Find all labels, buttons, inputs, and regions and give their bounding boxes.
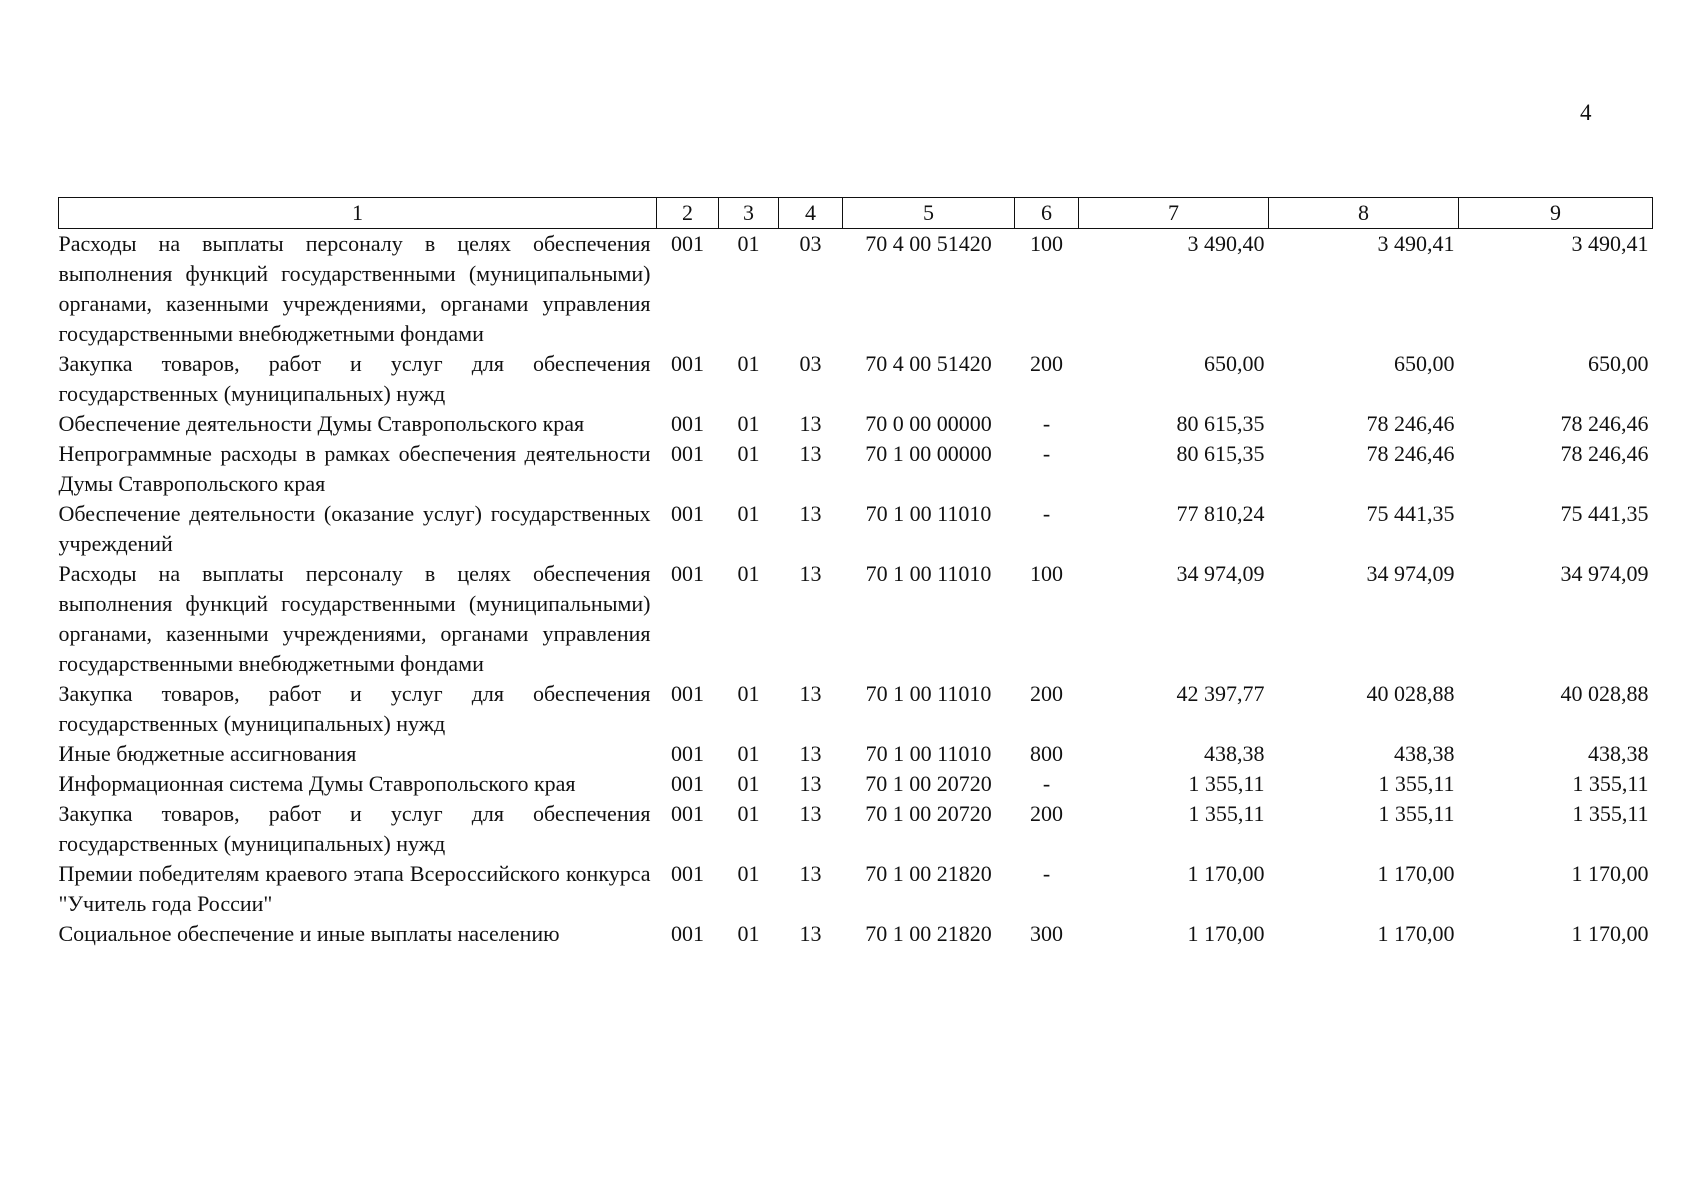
ministry-code-cell: 001 xyxy=(671,861,704,886)
amount-col8-cell: 650,00 xyxy=(1394,351,1455,376)
expense-type-cell: 800 xyxy=(1030,741,1063,766)
amount-col9-cell: 40 028,88 xyxy=(1560,681,1649,706)
expense-name-cell: Информационная система Думы Ставропольского края xyxy=(58,771,576,796)
subsection-code-cell: 13 xyxy=(799,411,822,436)
target-article-cell: 70 1 00 11010 xyxy=(865,741,992,766)
expense-type-cell: - xyxy=(1042,411,1051,436)
ministry-code-cell: 001 xyxy=(671,681,704,706)
target-article-cell: 70 1 00 21820 xyxy=(865,921,992,946)
subsection-code-cell: 13 xyxy=(799,921,822,946)
column-header-3: 3 xyxy=(719,198,779,229)
section-code-cell: 01 xyxy=(737,231,760,256)
section-code-cell: 01 xyxy=(737,441,760,466)
target-article-cell: 70 4 00 51420 xyxy=(865,351,992,376)
table-row xyxy=(59,409,1653,439)
table-row xyxy=(59,439,1653,499)
amount-col9-cell: 78 246,46 xyxy=(1560,411,1649,436)
expense-name-cell: Закупка товаров, работ и услуг для обеспечения государственных (муниципальных) нужд xyxy=(58,351,651,406)
expense-name-cell: Премии победителям краевого этапа Всероссийского конкурса "Учитель года России" xyxy=(58,861,651,916)
section-code-cell: 01 xyxy=(737,411,760,436)
target-article-cell: 70 1 00 00000 xyxy=(865,441,992,466)
expense-type-cell: - xyxy=(1042,861,1051,886)
table-row xyxy=(59,229,1653,350)
subsection-code-cell: 13 xyxy=(799,561,822,586)
ministry-code-cell: 001 xyxy=(671,741,704,766)
amount-col9-cell: 1 355,11 xyxy=(1572,801,1649,826)
column-header-2: 2 xyxy=(657,198,719,229)
amount-col9-cell: 78 246,46 xyxy=(1560,441,1649,466)
expense-type-cell: 300 xyxy=(1030,921,1063,946)
section-code-cell: 01 xyxy=(737,501,760,526)
section-code-cell: 01 xyxy=(737,771,760,796)
amount-col7-cell: 80 615,35 xyxy=(1176,411,1265,436)
amount-col7-cell: 1 355,11 xyxy=(1188,801,1265,826)
expense-type-cell: 200 xyxy=(1030,351,1063,376)
expense-name-cell: Обеспечение деятельности (оказание услуг) государственных учреждений xyxy=(58,501,651,556)
table-row xyxy=(59,919,1653,949)
amount-col9-cell: 75 441,35 xyxy=(1560,501,1649,526)
expense-type-cell: - xyxy=(1042,771,1051,796)
amount-col9-cell: 3 490,41 xyxy=(1571,231,1649,256)
expense-type-cell: 200 xyxy=(1030,801,1063,826)
amount-col9-cell: 34 974,09 xyxy=(1560,561,1649,586)
ministry-code-cell: 001 xyxy=(671,231,704,256)
page-number: 4 xyxy=(1580,100,1592,125)
amount-col9-cell: 438,38 xyxy=(1588,741,1649,766)
table-body xyxy=(59,229,1653,950)
amount-col8-cell: 1 355,11 xyxy=(1378,771,1455,796)
subsection-code-cell: 13 xyxy=(799,681,822,706)
table-header-row xyxy=(59,198,1653,229)
expense-type-cell: 100 xyxy=(1030,231,1063,256)
amount-col9-cell: 1 355,11 xyxy=(1572,771,1649,796)
amount-col8-cell: 3 490,41 xyxy=(1377,231,1455,256)
ministry-code-cell: 001 xyxy=(671,921,704,946)
section-code-cell: 01 xyxy=(737,561,760,586)
amount-col7-cell: 1 170,00 xyxy=(1187,921,1265,946)
section-code-cell: 01 xyxy=(737,801,760,826)
target-article-cell: 70 1 00 11010 xyxy=(865,501,992,526)
amount-col7-cell: 1 170,00 xyxy=(1187,861,1265,886)
ministry-code-cell: 001 xyxy=(671,501,704,526)
table-row xyxy=(59,679,1653,739)
amount-col8-cell: 78 246,46 xyxy=(1366,441,1455,466)
amount-col8-cell: 438,38 xyxy=(1394,741,1455,766)
ministry-code-cell: 001 xyxy=(671,801,704,826)
expense-name-cell: Расходы на выплаты персоналу в целях обеспечения выполнения функций государственными (муниципальными) органами, казенными учреждениями, органами управления государственными внебюджетными фондами xyxy=(58,231,651,346)
column-header-5: 5 xyxy=(843,198,1015,229)
subsection-code-cell: 03 xyxy=(799,351,822,376)
amount-col8-cell: 1 170,00 xyxy=(1377,921,1455,946)
subsection-code-cell: 13 xyxy=(799,861,822,886)
amount-col7-cell: 77 810,24 xyxy=(1176,501,1265,526)
subsection-code-cell: 13 xyxy=(799,801,822,826)
section-code-cell: 01 xyxy=(737,351,760,376)
ministry-code-cell: 001 xyxy=(671,561,704,586)
amount-col8-cell: 75 441,35 xyxy=(1366,501,1455,526)
expense-name-cell: Расходы на выплаты персоналу в целях обеспечения выполнения функций государственными (муниципальными) органами, казенными учреждениями, органами управления государственными внебюджетными фондами xyxy=(58,561,651,676)
target-article-cell: 70 0 00 00000 xyxy=(865,411,992,436)
amount-col7-cell: 438,38 xyxy=(1204,741,1265,766)
amount-col7-cell: 80 615,35 xyxy=(1176,441,1265,466)
column-header-9: 9 xyxy=(1459,198,1653,229)
amount-col8-cell: 78 246,46 xyxy=(1366,411,1455,436)
amount-col8-cell: 40 028,88 xyxy=(1366,681,1455,706)
column-header-1: 1 xyxy=(59,198,657,229)
amount-col8-cell: 1 355,11 xyxy=(1378,801,1455,826)
expense-name-cell: Непрограммные расходы в рамках обеспечения деятельности Думы Ставропольского края xyxy=(58,441,651,496)
amount-col7-cell: 3 490,40 xyxy=(1187,231,1265,256)
ministry-code-cell: 001 xyxy=(671,411,704,436)
amount-col7-cell: 34 974,09 xyxy=(1176,561,1265,586)
expense-type-cell: 100 xyxy=(1030,561,1063,586)
table-row xyxy=(59,499,1653,559)
target-article-cell: 70 1 00 21820 xyxy=(865,861,992,886)
column-header-7: 7 xyxy=(1079,198,1269,229)
subsection-code-cell: 13 xyxy=(799,501,822,526)
subsection-code-cell: 13 xyxy=(799,441,822,466)
table-row xyxy=(59,769,1653,799)
subsection-code-cell: 03 xyxy=(799,231,822,256)
ministry-code-cell: 001 xyxy=(671,351,704,376)
section-code-cell: 01 xyxy=(737,681,760,706)
table-row xyxy=(59,859,1653,919)
target-article-cell: 70 1 00 11010 xyxy=(865,561,992,586)
amount-col9-cell: 1 170,00 xyxy=(1571,921,1649,946)
budget-table xyxy=(58,197,1653,949)
expense-name-cell: Обеспечение деятельности Думы Ставропольского края xyxy=(58,411,585,436)
subsection-code-cell: 13 xyxy=(799,771,822,796)
expense-type-cell: - xyxy=(1042,501,1051,526)
table-row xyxy=(59,349,1653,409)
subsection-code-cell: 13 xyxy=(799,741,822,766)
amount-col7-cell: 650,00 xyxy=(1204,351,1265,376)
expense-name-cell: Иные бюджетные ассигнования xyxy=(58,741,357,766)
expense-type-cell: - xyxy=(1042,441,1051,466)
section-code-cell: 01 xyxy=(737,921,760,946)
table-row xyxy=(59,739,1653,769)
target-article-cell: 70 1 00 20720 xyxy=(865,801,992,826)
expense-name-cell: Социальное обеспечение и иные выплаты населению xyxy=(58,921,560,946)
amount-col9-cell: 1 170,00 xyxy=(1571,861,1649,886)
target-article-cell: 70 4 00 51420 xyxy=(865,231,992,256)
amount-col8-cell: 34 974,09 xyxy=(1366,561,1455,586)
expense-name-cell: Закупка товаров, работ и услуг для обеспечения государственных (муниципальных) нужд xyxy=(58,801,651,856)
column-header-8: 8 xyxy=(1269,198,1459,229)
ministry-code-cell: 001 xyxy=(671,771,704,796)
column-header-6: 6 xyxy=(1015,198,1079,229)
target-article-cell: 70 1 00 20720 xyxy=(865,771,992,796)
amount-col8-cell: 1 170,00 xyxy=(1377,861,1455,886)
table-row xyxy=(59,799,1653,859)
amount-col7-cell: 42 397,77 xyxy=(1176,681,1265,706)
expense-name-cell: Закупка товаров, работ и услуг для обеспечения государственных (муниципальных) нужд xyxy=(58,681,651,736)
amount-col7-cell: 1 355,11 xyxy=(1188,771,1265,796)
table-row xyxy=(59,559,1653,679)
amount-col9-cell: 650,00 xyxy=(1588,351,1649,376)
section-code-cell: 01 xyxy=(737,861,760,886)
column-header-4: 4 xyxy=(779,198,843,229)
target-article-cell: 70 1 00 11010 xyxy=(865,681,992,706)
section-code-cell: 01 xyxy=(737,741,760,766)
expense-type-cell: 200 xyxy=(1030,681,1063,706)
ministry-code-cell: 001 xyxy=(671,441,704,466)
